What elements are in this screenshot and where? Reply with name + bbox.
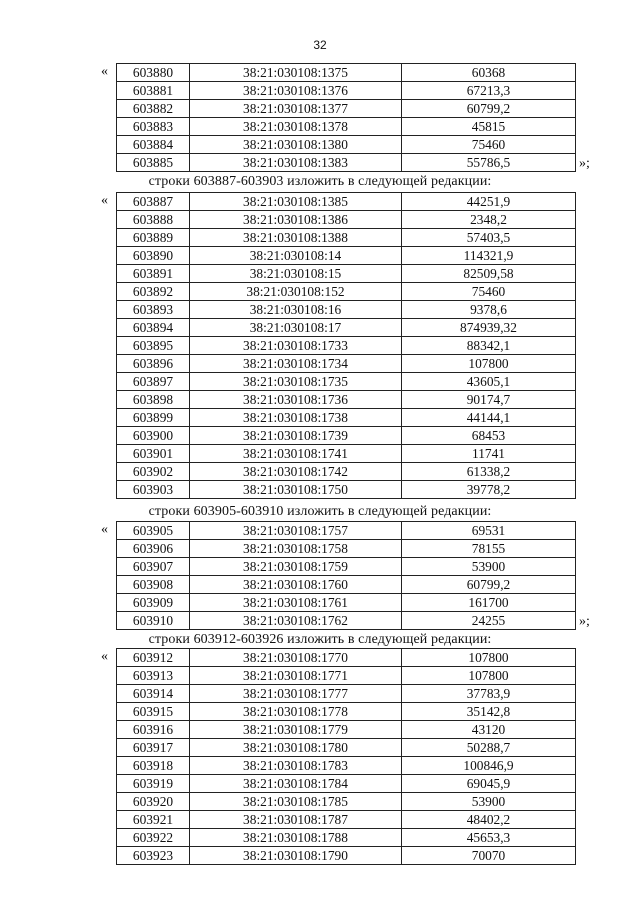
cadastral-number-cell: 38:21:030108:1742 bbox=[190, 463, 402, 481]
value-cell: 82509,58 bbox=[402, 265, 576, 283]
cadastral-number-cell: 38:21:030108:1388 bbox=[190, 229, 402, 247]
cadastral-number-cell: 38:21:030108:1376 bbox=[190, 82, 402, 100]
table-row bbox=[117, 558, 576, 576]
row-number-cell: 603880 bbox=[117, 64, 190, 82]
row-number-cell: 603894 bbox=[117, 319, 190, 337]
row-number-cell: 603921 bbox=[117, 811, 190, 829]
value-cell: 44144,1 bbox=[402, 409, 576, 427]
opening-quote: « bbox=[101, 649, 108, 664]
value-cell: 45815 bbox=[402, 118, 576, 136]
row-number-cell: 603882 bbox=[117, 100, 190, 118]
value-cell: 35142,8 bbox=[402, 703, 576, 721]
value-cell: 55786,5 bbox=[402, 154, 576, 172]
table-row bbox=[117, 211, 576, 229]
table-row bbox=[117, 612, 576, 630]
value-cell: 53900 bbox=[402, 793, 576, 811]
cadastral-number-cell: 38:21:030108:1757 bbox=[190, 522, 402, 540]
cadastral-number-cell: 38:21:030108:15 bbox=[190, 265, 402, 283]
cadastral-number-cell: 38:21:030108:1739 bbox=[190, 427, 402, 445]
cadastral-number-cell: 38:21:030108:17 bbox=[190, 319, 402, 337]
table-row bbox=[117, 481, 576, 499]
table-row bbox=[117, 685, 576, 703]
cadastral-number-cell: 38:21:030108:1375 bbox=[190, 64, 402, 82]
table-block bbox=[0, 648, 640, 866]
table-row bbox=[117, 319, 576, 337]
opening-quote: « bbox=[101, 193, 108, 208]
value-cell: 48402,2 bbox=[402, 811, 576, 829]
row-number-cell: 603881 bbox=[117, 82, 190, 100]
value-cell: 161700 bbox=[402, 594, 576, 612]
table-row bbox=[117, 463, 576, 481]
row-number-cell: 603915 bbox=[117, 703, 190, 721]
table-block bbox=[0, 192, 640, 501]
value-cell: 60799,2 bbox=[402, 100, 576, 118]
cadastral-number-cell: 38:21:030108:1771 bbox=[190, 667, 402, 685]
table-row bbox=[117, 100, 576, 118]
cadastral-number-cell: 38:21:030108:16 bbox=[190, 301, 402, 319]
row-number-cell: 603884 bbox=[117, 136, 190, 154]
value-cell: 107800 bbox=[402, 649, 576, 667]
value-cell: 75460 bbox=[402, 283, 576, 301]
opening-quote: « bbox=[101, 522, 108, 537]
row-number-cell: 603919 bbox=[117, 775, 190, 793]
table-row bbox=[117, 409, 576, 427]
value-cell: 90174,7 bbox=[402, 391, 576, 409]
cadastral-number-cell: 38:21:030108:14 bbox=[190, 247, 402, 265]
value-cell: 44251,9 bbox=[402, 193, 576, 211]
cadastral-number-cell: 38:21:030108:1386 bbox=[190, 211, 402, 229]
value-cell: 39778,2 bbox=[402, 481, 576, 499]
table-row bbox=[117, 136, 576, 154]
value-cell: 70070 bbox=[402, 847, 576, 865]
data-table bbox=[116, 63, 576, 172]
table-row bbox=[117, 576, 576, 594]
table-row bbox=[117, 193, 576, 211]
table-row bbox=[117, 811, 576, 829]
table-row bbox=[117, 721, 576, 739]
cadastral-number-cell: 38:21:030108:1380 bbox=[190, 136, 402, 154]
data-table bbox=[116, 521, 576, 630]
row-number-cell: 603897 bbox=[117, 373, 190, 391]
value-cell: 53900 bbox=[402, 558, 576, 576]
value-cell: 45653,3 bbox=[402, 829, 576, 847]
value-cell: 2348,2 bbox=[402, 211, 576, 229]
value-cell: 107800 bbox=[402, 355, 576, 373]
amendment-instruction: строки 603905-603910 изложить в следующей редакции: bbox=[148, 504, 492, 519]
value-cell: 78155 bbox=[402, 540, 576, 558]
table-row bbox=[117, 355, 576, 373]
row-number-cell: 603914 bbox=[117, 685, 190, 703]
row-number-cell: 603905 bbox=[117, 522, 190, 540]
row-number-cell: 603906 bbox=[117, 540, 190, 558]
row-number-cell: 603902 bbox=[117, 463, 190, 481]
row-number-cell: 603920 bbox=[117, 793, 190, 811]
value-cell: 60368 bbox=[402, 64, 576, 82]
value-cell: 61338,2 bbox=[402, 463, 576, 481]
value-cell: 100846,9 bbox=[402, 757, 576, 775]
table-row bbox=[117, 118, 576, 136]
value-cell: 43605,1 bbox=[402, 373, 576, 391]
value-cell: 69531 bbox=[402, 522, 576, 540]
table-row bbox=[117, 445, 576, 463]
value-cell: 43120 bbox=[402, 721, 576, 739]
row-number-cell: 603890 bbox=[117, 247, 190, 265]
cadastral-number-cell: 38:21:030108:1733 bbox=[190, 337, 402, 355]
table-row bbox=[117, 373, 576, 391]
opening-quote: « bbox=[101, 64, 108, 79]
cadastral-number-cell: 38:21:030108:1787 bbox=[190, 811, 402, 829]
table-row bbox=[117, 793, 576, 811]
cadastral-number-cell: 38:21:030108:1790 bbox=[190, 847, 402, 865]
row-number-cell: 603899 bbox=[117, 409, 190, 427]
row-number-cell: 603913 bbox=[117, 667, 190, 685]
value-cell: 68453 bbox=[402, 427, 576, 445]
row-number-cell: 603917 bbox=[117, 739, 190, 757]
row-number-cell: 603908 bbox=[117, 576, 190, 594]
row-number-cell: 603892 bbox=[117, 283, 190, 301]
closing-quote: »; bbox=[579, 155, 590, 171]
row-number-cell: 603922 bbox=[117, 829, 190, 847]
cadastral-number-cell: 38:21:030108:1777 bbox=[190, 685, 402, 703]
row-number-cell: 603900 bbox=[117, 427, 190, 445]
cadastral-number-cell: 38:21:030108:1738 bbox=[190, 409, 402, 427]
cadastral-number-cell: 38:21:030108:1761 bbox=[190, 594, 402, 612]
row-number-cell: 603883 bbox=[117, 118, 190, 136]
table-block bbox=[0, 63, 640, 172]
row-number-cell: 603888 bbox=[117, 211, 190, 229]
table-row bbox=[117, 301, 576, 319]
table-row bbox=[117, 265, 576, 283]
value-cell: 9378,6 bbox=[402, 301, 576, 319]
cadastral-number-cell: 38:21:030108:1750 bbox=[190, 481, 402, 499]
row-number-cell: 603895 bbox=[117, 337, 190, 355]
table-row bbox=[117, 154, 576, 172]
cadastral-number-cell: 38:21:030108:152 bbox=[190, 283, 402, 301]
cadastral-number-cell: 38:21:030108:1759 bbox=[190, 558, 402, 576]
table-row bbox=[117, 229, 576, 247]
value-cell: 88342,1 bbox=[402, 337, 576, 355]
value-cell: 50288,7 bbox=[402, 739, 576, 757]
table-row bbox=[117, 829, 576, 847]
cadastral-number-cell: 38:21:030108:1735 bbox=[190, 373, 402, 391]
row-number-cell: 603923 bbox=[117, 847, 190, 865]
value-cell: 107800 bbox=[402, 667, 576, 685]
cadastral-number-cell: 38:21:030108:1785 bbox=[190, 793, 402, 811]
value-cell: 24255 bbox=[402, 612, 576, 630]
row-number-cell: 603907 bbox=[117, 558, 190, 576]
page-number: 32 bbox=[313, 38, 327, 52]
table-row bbox=[117, 522, 576, 540]
amendment-instruction: строки 603912-603926 изложить в следующей редакции: bbox=[148, 632, 492, 647]
table-row bbox=[117, 739, 576, 757]
cadastral-number-cell: 38:21:030108:1770 bbox=[190, 649, 402, 667]
row-number-cell: 603903 bbox=[117, 481, 190, 499]
cadastral-number-cell: 38:21:030108:1736 bbox=[190, 391, 402, 409]
row-number-cell: 603896 bbox=[117, 355, 190, 373]
value-cell: 67213,3 bbox=[402, 82, 576, 100]
value-cell: 57403,5 bbox=[402, 229, 576, 247]
table-row bbox=[117, 594, 576, 612]
row-number-cell: 603898 bbox=[117, 391, 190, 409]
value-cell: 11741 bbox=[402, 445, 576, 463]
table-row bbox=[117, 64, 576, 82]
row-number-cell: 603889 bbox=[117, 229, 190, 247]
row-number-cell: 603891 bbox=[117, 265, 190, 283]
data-table bbox=[116, 648, 576, 865]
value-cell: 75460 bbox=[402, 136, 576, 154]
table-row bbox=[117, 82, 576, 100]
table-row bbox=[117, 337, 576, 355]
value-cell: 69045,9 bbox=[402, 775, 576, 793]
cadastral-number-cell: 38:21:030108:1783 bbox=[190, 757, 402, 775]
row-number-cell: 603916 bbox=[117, 721, 190, 739]
table-row bbox=[117, 540, 576, 558]
row-number-cell: 603910 bbox=[117, 612, 190, 630]
cadastral-number-cell: 38:21:030108:1760 bbox=[190, 576, 402, 594]
row-number-cell: 603912 bbox=[117, 649, 190, 667]
row-number-cell: 603909 bbox=[117, 594, 190, 612]
cadastral-number-cell: 38:21:030108:1778 bbox=[190, 703, 402, 721]
table-row bbox=[117, 667, 576, 685]
cadastral-number-cell: 38:21:030108:1762 bbox=[190, 612, 402, 630]
cadastral-number-cell: 38:21:030108:1734 bbox=[190, 355, 402, 373]
cadastral-number-cell: 38:21:030108:1741 bbox=[190, 445, 402, 463]
table-row bbox=[117, 391, 576, 409]
table-row bbox=[117, 703, 576, 721]
amendment-instruction: строки 603887-603903 изложить в следующей редакции: bbox=[148, 174, 492, 189]
row-number-cell: 603885 bbox=[117, 154, 190, 172]
cadastral-number-cell: 38:21:030108:1385 bbox=[190, 193, 402, 211]
cadastral-number-cell: 38:21:030108:1780 bbox=[190, 739, 402, 757]
value-cell: 60799,2 bbox=[402, 576, 576, 594]
value-cell: 874939,32 bbox=[402, 319, 576, 337]
cadastral-number-cell: 38:21:030108:1779 bbox=[190, 721, 402, 739]
value-cell: 37783,9 bbox=[402, 685, 576, 703]
cadastral-number-cell: 38:21:030108:1378 bbox=[190, 118, 402, 136]
cadastral-number-cell: 38:21:030108:1383 bbox=[190, 154, 402, 172]
cadastral-number-cell: 38:21:030108:1784 bbox=[190, 775, 402, 793]
table-row bbox=[117, 649, 576, 667]
row-number-cell: 603901 bbox=[117, 445, 190, 463]
cadastral-number-cell: 38:21:030108:1758 bbox=[190, 540, 402, 558]
table-row bbox=[117, 247, 576, 265]
closing-quote: »; bbox=[579, 613, 590, 629]
table-row bbox=[117, 283, 576, 301]
table-row bbox=[117, 757, 576, 775]
cadastral-number-cell: 38:21:030108:1788 bbox=[190, 829, 402, 847]
table-row bbox=[117, 427, 576, 445]
row-number-cell: 603918 bbox=[117, 757, 190, 775]
table-row bbox=[117, 775, 576, 793]
data-table bbox=[116, 192, 576, 499]
row-number-cell: 603887 bbox=[117, 193, 190, 211]
value-cell: 114321,9 bbox=[402, 247, 576, 265]
row-number-cell: 603893 bbox=[117, 301, 190, 319]
table-block bbox=[0, 521, 640, 630]
table-row bbox=[117, 847, 576, 865]
cadastral-number-cell: 38:21:030108:1377 bbox=[190, 100, 402, 118]
